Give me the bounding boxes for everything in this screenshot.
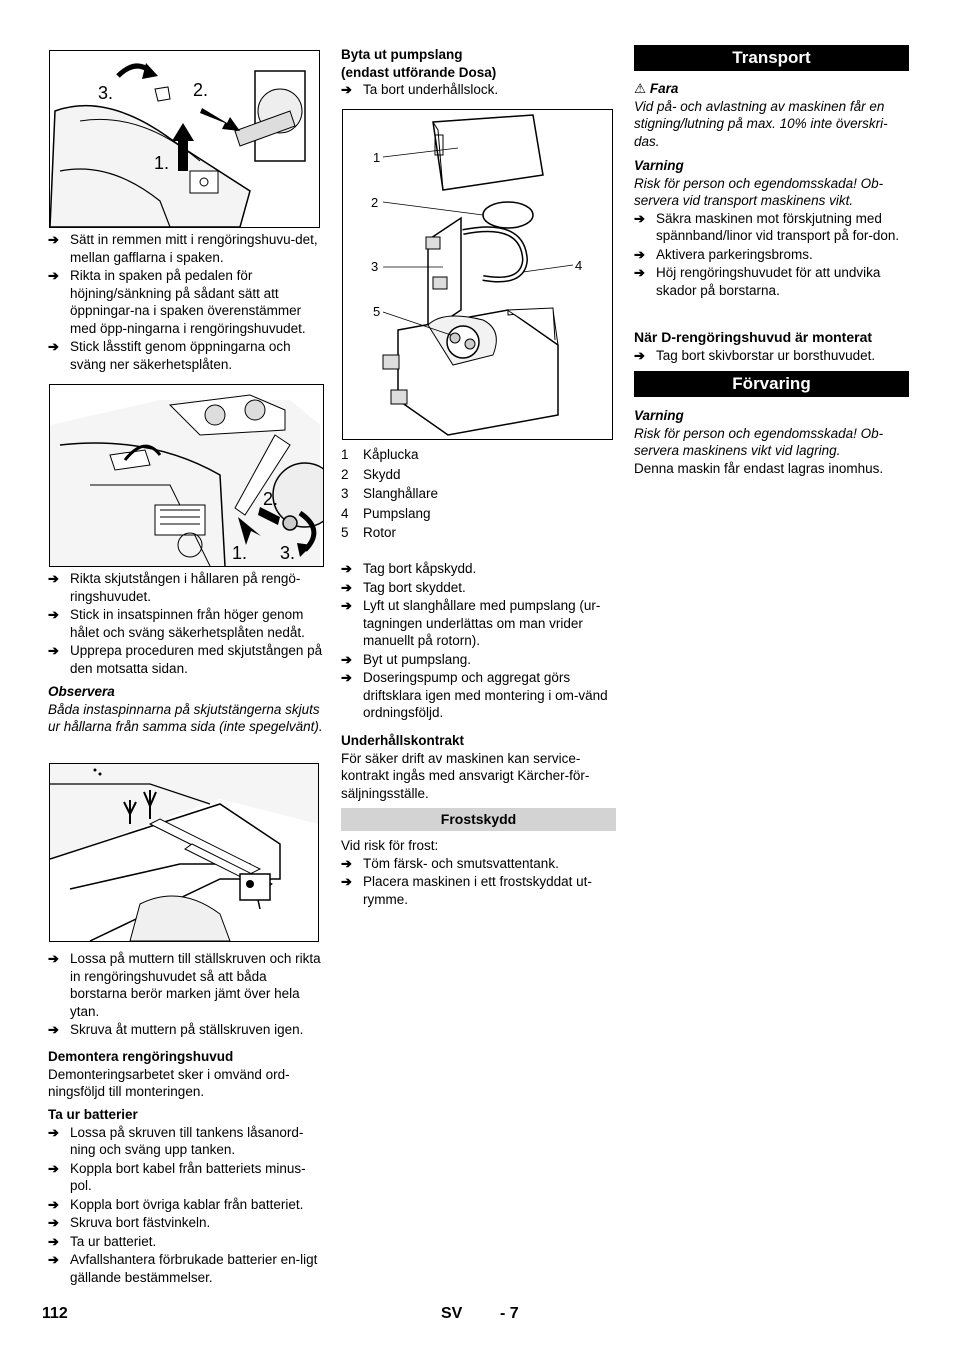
list-item: ➔ Töm färsk- och smutsvattentank. xyxy=(341,855,559,871)
demont-text: Demonteringsarbetet sker i omvänd ord-ningsföljd till monteringen. xyxy=(48,1066,290,1099)
arrow-right-icon: ➔ xyxy=(341,598,352,613)
frost-block xyxy=(341,837,616,909)
list-item: ➔ Rikta skjutstången i hållaren på rengö-ringshuvudet. xyxy=(48,571,301,604)
storage-warning-text: Risk för person och egendomsskada! Ob-servera maskinens vikt vid lagring. xyxy=(634,425,884,458)
warning-text: Risk för person och egendomsskada! Ob-servera vid transport maskinens vikt. xyxy=(634,175,884,208)
frost-section-bar: Frostskydd xyxy=(341,808,616,831)
note-block xyxy=(48,683,323,736)
page-number: 112 xyxy=(42,1305,68,1322)
list-item: ➔ Koppla bort övriga kablar från batteriet. xyxy=(48,1196,304,1212)
transport-section-bar: Transport xyxy=(634,45,909,71)
note-title: Observera xyxy=(48,684,115,699)
list-item: ➔ Lossa på muttern till ställskruven och rikta in rengöringshuvudet så att båda borstarna berör marken jämt över hela ytan. xyxy=(48,951,321,1019)
fig1-step-label: 3. xyxy=(98,83,114,103)
d-head-title: När D-rengöringshuvud är monterat xyxy=(634,329,873,345)
dosing-pump-illustration xyxy=(343,110,612,439)
frost-intro: Vid risk för frost: xyxy=(341,838,439,853)
sub-page-number: - 7 xyxy=(500,1305,519,1322)
list-item: ➔ Rikta in spaken på pedalen för höjning/sänkning på sådant sätt att öppningar-na i spaken överenstämmer med öpp-ningarna i rengöringshuvudet. xyxy=(48,268,306,336)
list-item: ➔ Tag bort skyddet. xyxy=(341,579,466,595)
legend-item: 1 Kåplucka xyxy=(341,447,419,462)
arrow-right-icon: ➔ xyxy=(48,268,59,283)
list-item: ➔ Aktivera parkeringsbroms. xyxy=(634,246,813,262)
danger-block xyxy=(634,80,909,150)
arrow-right-icon: ➔ xyxy=(634,246,645,262)
list-item: ➔ Tag bort skivborstar ur borsthuvudet. xyxy=(634,347,876,363)
arrow-right-icon: ➔ xyxy=(341,579,352,595)
d-head-block xyxy=(634,329,909,365)
list-item: ➔ Doseringspump och aggregat görs driftsklara igen med montering i om-vänd ordningsföljd. xyxy=(341,670,608,720)
arrow-right-icon: ➔ xyxy=(48,1160,59,1176)
arrow-right-icon: ➔ xyxy=(341,561,352,576)
arrow-right-icon: ➔ xyxy=(634,347,645,363)
adjust-screw-illustration xyxy=(50,764,318,941)
storage-text: Denna maskin får endast lagras inomhus. xyxy=(634,460,884,476)
battery-block xyxy=(48,1106,323,1287)
pump-hose-title: Byta ut pumpslang xyxy=(341,47,463,62)
push-bar-illustration xyxy=(50,385,323,566)
fig-callout: 2 xyxy=(371,195,379,210)
fig-callout: 5 xyxy=(373,304,381,319)
arrow-right-icon: ➔ xyxy=(48,607,59,622)
legend-item: 4 Pumpslang xyxy=(341,505,431,521)
list-item: ➔ Ta bort underhållslock. xyxy=(341,82,499,97)
pump-hose-block xyxy=(341,46,616,100)
service-block xyxy=(341,732,616,802)
fig2-step-label: 1. xyxy=(232,543,248,563)
arrow-right-icon: ➔ xyxy=(48,1233,59,1249)
arrow-right-icon: ➔ xyxy=(341,82,352,97)
arrow-right-icon: ➔ xyxy=(341,670,352,685)
fig-callout: 4 xyxy=(575,258,583,273)
steps-pump xyxy=(341,560,616,723)
demont-block xyxy=(48,1048,323,1101)
list-item: ➔ Byt ut pumpslang. xyxy=(341,651,472,667)
fig-callout: 1 xyxy=(373,150,381,165)
arrow-right-icon: ➔ xyxy=(48,1022,59,1037)
danger-title: ⚠ Fara xyxy=(634,81,679,96)
arrow-right-icon: ➔ xyxy=(48,232,59,247)
figure-legend xyxy=(341,446,616,542)
arrow-right-icon: ➔ xyxy=(48,571,59,586)
figure-adjust-screw xyxy=(49,763,319,942)
service-text: För säker drift av maskinen kan service-kontrakt ingås med ansvarigt Kärcher-för-säljningsställe. xyxy=(341,750,590,801)
note-text: Båda instaspinnarna på skjutstängerna skjuts ur hållarna från samma sida (inte spegelvänt). xyxy=(48,701,323,734)
arrow-right-icon: ➔ xyxy=(634,210,645,226)
list-item: ➔ Skruva åt muttern på ställskruven igen. xyxy=(48,1022,304,1037)
arrow-right-icon: ➔ xyxy=(48,951,59,966)
fig2-step-label: 2. xyxy=(263,489,279,509)
steps-adjust xyxy=(48,950,323,1040)
language-code: SV xyxy=(441,1305,463,1322)
list-item: ➔ Skruva bort fästvinkeln. xyxy=(48,1215,211,1230)
arrow-right-icon: ➔ xyxy=(341,855,352,871)
warning-block xyxy=(634,157,909,300)
arrow-right-icon: ➔ xyxy=(48,643,59,658)
fig-callout: 3 xyxy=(371,259,379,274)
demont-title: Demontera rengöringshuvud xyxy=(48,1049,234,1064)
list-item: ➔ Stick låsstift genom öppningarna och sväng ner säkerhetsplåten. xyxy=(48,339,291,372)
legend-item: 3 Slanghållare xyxy=(341,486,439,501)
list-item: ➔ Avfallshantera förbrukade batterier en-ligt gällande bestämmelser. xyxy=(48,1252,318,1285)
fig2-step-label: 3. xyxy=(280,543,296,563)
steps-push-bar xyxy=(48,570,323,678)
list-item: ➔ Sätt in remmen mitt i rengöringshuvu-det, mellan gafflarna i spaken. xyxy=(48,232,318,265)
belt-lever-illustration xyxy=(50,51,319,227)
arrow-right-icon: ➔ xyxy=(48,1252,59,1267)
storage-warning-title: Varning xyxy=(634,408,684,423)
list-item: ➔ Koppla bort kabel från batteriets minus-pol. xyxy=(48,1160,306,1193)
warning-title: Varning xyxy=(634,158,684,173)
arrow-right-icon: ➔ xyxy=(48,1124,59,1140)
arrow-right-icon: ➔ xyxy=(48,1196,59,1212)
arrow-right-icon: ➔ xyxy=(48,1215,59,1230)
legend-item: 5 Rotor xyxy=(341,525,397,540)
fig1-step-label: 1. xyxy=(154,153,170,173)
danger-text: Vid på- och avlastning av maskinen får en stigning/lutning på max. 10% inte överskri-das. xyxy=(634,98,888,149)
list-item: ➔ Placera maskinen i ett frostskyddat ut-rymme. xyxy=(341,874,592,907)
figure-push-bar xyxy=(49,384,324,567)
list-item: ➔ Lyft ut slanghållare med pumpslang (ur-tagningen underlättas om man vrider manuellt på rotorn). xyxy=(341,598,601,648)
list-item: ➔ Höj rengöringshuvudet för att undvika skador på borstarna. xyxy=(634,265,881,298)
storage-section-bar: Förvaring xyxy=(634,371,909,397)
list-item: ➔ Upprepa proceduren med skjutstången på den motsatta sidan. xyxy=(48,643,323,676)
list-item: ➔ Stick in insatspinnen från höger genom hålet och sväng säkerhetsplåten nedåt. xyxy=(48,607,305,640)
storage-block xyxy=(634,407,909,477)
list-item: ➔ Tag bort kåpskydd. xyxy=(341,561,477,576)
list-item: ➔ Lossa på skruven till tankens låsanord-ning och sväng upp tanken. xyxy=(48,1124,304,1157)
arrow-right-icon: ➔ xyxy=(341,651,352,667)
pump-hose-subtitle: (endast utförande Dosa) xyxy=(341,64,497,80)
arrow-right-icon: ➔ xyxy=(634,265,645,280)
steps-belt xyxy=(48,231,323,374)
list-item: ➔ Säkra maskinen mot förskjutning med spännband/linor vid transport på for-don. xyxy=(634,210,900,243)
list-item: ➔ Ta ur batteriet. xyxy=(48,1233,157,1249)
arrow-right-icon: ➔ xyxy=(48,339,59,354)
service-title: Underhållskontrakt xyxy=(341,733,465,748)
figure-belt-lever xyxy=(49,50,320,228)
arrow-right-icon: ➔ xyxy=(341,874,352,889)
figure-dosing-pump xyxy=(342,109,613,440)
fig1-step-label: 2. xyxy=(193,80,209,100)
warning-triangle-icon: ⚠ xyxy=(634,81,647,96)
battery-title: Ta ur batterier xyxy=(48,1107,138,1122)
legend-item: 2 Skydd xyxy=(341,466,401,482)
